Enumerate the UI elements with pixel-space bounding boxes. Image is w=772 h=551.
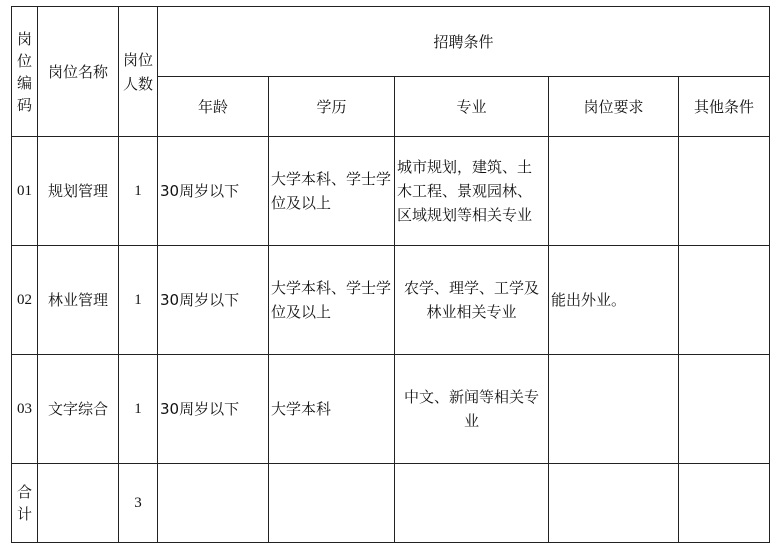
total-empty	[269, 464, 395, 543]
header-requirements: 岗位要求	[549, 77, 679, 137]
row-other	[679, 246, 770, 355]
row-other	[679, 355, 770, 464]
row-major: 中文、新闻等相关专业	[395, 355, 549, 464]
row-requirements	[549, 137, 679, 246]
table-row	[12, 246, 770, 355]
total-empty	[38, 464, 119, 543]
row-age: 30周岁以下	[158, 355, 269, 464]
total-empty	[158, 464, 269, 543]
row-code: 01	[12, 137, 38, 246]
row-major: 城市规划，建筑、土木工程、景观园林、区域规划等相关专业	[395, 137, 549, 246]
row-name: 林业管理	[38, 246, 119, 355]
row-education: 大学本科、学士学位及以上	[269, 246, 395, 355]
header-row-1	[12, 7, 770, 77]
header-education: 学历	[269, 77, 395, 137]
row-requirements	[549, 355, 679, 464]
header-code: 岗 位 编 码	[12, 7, 38, 137]
row-name: 规划管理	[38, 137, 119, 246]
header-other: 其他条件	[679, 77, 770, 137]
row-requirements: 能出外业。	[549, 246, 679, 355]
total-empty	[549, 464, 679, 543]
row-count: 1	[119, 355, 158, 464]
row-major: 农学、理学、工学及林业相关专业	[395, 246, 549, 355]
row-education: 大学本科、学士学位及以上	[269, 137, 395, 246]
total-empty	[679, 464, 770, 543]
row-name: 文字综合	[38, 355, 119, 464]
total-count: 3	[119, 464, 158, 543]
header-age: 年龄	[158, 77, 269, 137]
row-code: 02	[12, 246, 38, 355]
header-count: 岗位 人数	[119, 7, 158, 137]
header-name: 岗位名称	[38, 7, 119, 137]
total-empty	[395, 464, 549, 543]
table-row	[12, 355, 770, 464]
row-count: 1	[119, 246, 158, 355]
row-age: 30周岁以下	[158, 137, 269, 246]
row-other	[679, 137, 770, 246]
recruitment-table	[11, 6, 770, 543]
header-conditions: 招聘条件	[158, 7, 770, 77]
row-count: 1	[119, 137, 158, 246]
row-education: 大学本科	[269, 355, 395, 464]
row-code: 03	[12, 355, 38, 464]
row-age: 30周岁以下	[158, 246, 269, 355]
total-label: 合 计	[12, 464, 38, 543]
total-row	[12, 464, 770, 543]
table-row	[12, 137, 770, 246]
header-major: 专业	[395, 77, 549, 137]
